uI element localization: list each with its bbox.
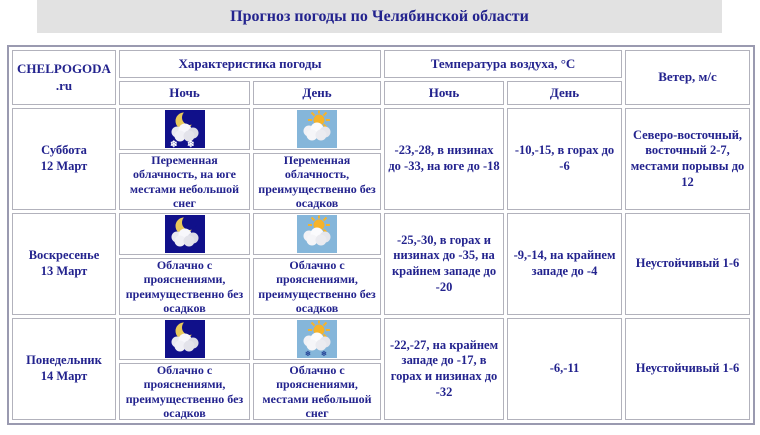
moon-clouds-snow-icon bbox=[165, 110, 205, 148]
svg-text:❄: ❄ bbox=[305, 350, 311, 358]
weather-day-cell bbox=[253, 318, 381, 420]
temperature-night: -23,-28, в низинах до -33, на юге до -18 bbox=[384, 108, 504, 210]
weather-description: Облачно с прояснениями, местами небольшой снег bbox=[253, 363, 381, 420]
temperature-day: -9,-14, на крайнем западе до -4 bbox=[507, 213, 622, 315]
temperature-day: -6,-11 bbox=[507, 318, 622, 420]
day-label bbox=[12, 108, 116, 210]
weather-icon-box bbox=[253, 108, 381, 150]
moon-clouds-icon bbox=[165, 215, 205, 253]
sun-clouds-icon bbox=[297, 215, 337, 253]
forecast-table bbox=[7, 45, 755, 425]
svg-text:❄: ❄ bbox=[169, 139, 178, 148]
weather-description: Облачно с прояснениями, преимущественно без осадков bbox=[119, 258, 250, 315]
weather-description: Облачно с прояснениями, преимущественно без осадков bbox=[253, 258, 381, 315]
weather-day-cell bbox=[253, 213, 381, 315]
header-weather-night: Ночь bbox=[119, 81, 250, 105]
header-air-temperature: Температура воздуха, °C bbox=[384, 50, 622, 78]
sun-clouds-snow-icon bbox=[297, 320, 337, 358]
header-weather-characteristics: Характеристика погоды bbox=[119, 50, 381, 78]
weather-icon-box bbox=[119, 318, 250, 360]
wind-value: Неустойчивый 1-6 bbox=[625, 318, 750, 420]
weather-icon-box bbox=[119, 213, 250, 255]
wind-value: Северо-восточный, восточный 2-7, местами порывы до 12 bbox=[625, 108, 750, 210]
header-weather-day: День bbox=[253, 81, 381, 105]
header-temp-night: Ночь bbox=[384, 81, 504, 105]
header-temp-day: День bbox=[507, 81, 622, 105]
weather-icon-box bbox=[253, 213, 381, 255]
day-date: 12 Март bbox=[40, 159, 88, 173]
sun-clouds-icon bbox=[297, 110, 337, 148]
temperature-night: -25,-30, в горах и низинах до -35, на крайнем западе до -20 bbox=[384, 213, 504, 315]
header-wind: Ветер, м/с bbox=[625, 50, 750, 105]
temperature-night: -22,-27, на крайнем западе до -17, в горах и низинах до -32 bbox=[384, 318, 504, 420]
table-row-sunday bbox=[12, 213, 750, 315]
day-date: 13 Март bbox=[40, 264, 88, 278]
weather-icon-box bbox=[253, 318, 381, 360]
table-row-monday bbox=[12, 318, 750, 420]
day-name: Воскресенье bbox=[28, 248, 100, 263]
page-title: Прогноз погоды по Челябинской области bbox=[230, 7, 529, 25]
weather-description: Переменная облачность, преимущественно без осадков bbox=[253, 153, 381, 210]
day-label bbox=[12, 318, 116, 420]
svg-text:❄: ❄ bbox=[321, 350, 327, 358]
page-title-bar bbox=[37, 0, 722, 33]
weather-night-cell bbox=[119, 318, 250, 420]
svg-text:❄: ❄ bbox=[186, 139, 195, 148]
weather-night-cell bbox=[119, 213, 250, 315]
wind-value: Неустойчивый 1-6 bbox=[625, 213, 750, 315]
day-name: Суббота bbox=[41, 143, 87, 158]
table-row-saturday bbox=[12, 108, 750, 210]
weather-description: Облачно с прояснениями, преимущественно без осадков bbox=[119, 363, 250, 420]
weather-night-cell bbox=[119, 108, 250, 210]
temperature-day: -10,-15, в горах до -6 bbox=[507, 108, 622, 210]
day-date: 14 Март bbox=[40, 369, 88, 383]
day-label bbox=[12, 213, 116, 315]
header-row-groups bbox=[12, 50, 750, 78]
weather-description: Переменная облачность, на юге местами небольшой снег bbox=[119, 153, 250, 210]
brand-logo: CHELPOGODA.ru bbox=[12, 50, 116, 105]
moon-clouds-icon bbox=[165, 320, 205, 358]
weather-day-cell bbox=[253, 108, 381, 210]
weather-icon-box bbox=[119, 108, 250, 150]
day-name: Понедельник bbox=[26, 353, 102, 368]
